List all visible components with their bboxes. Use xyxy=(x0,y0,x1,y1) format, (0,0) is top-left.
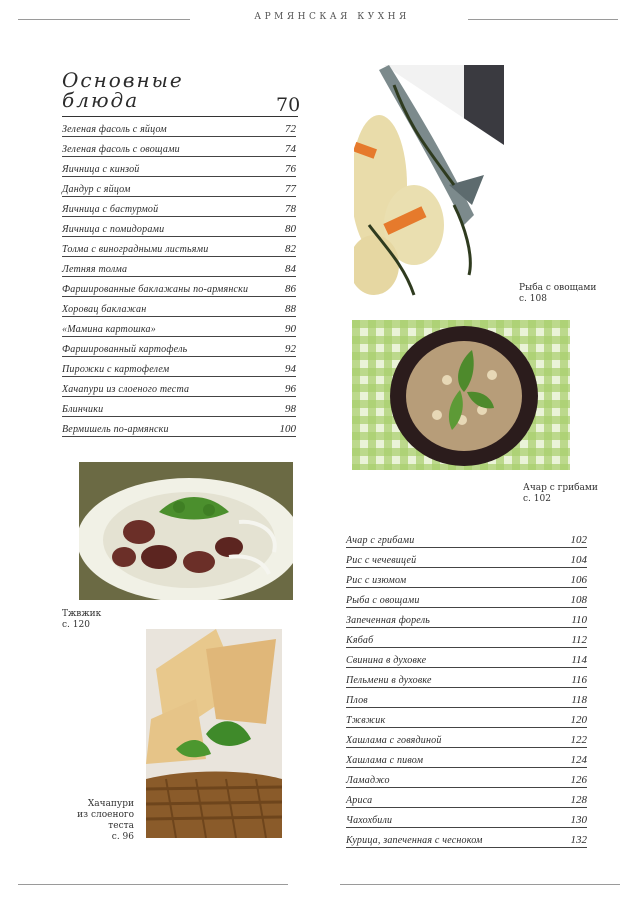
toc-entry-page: 88 xyxy=(285,303,296,315)
toc-entry-page: 98 xyxy=(285,403,296,415)
photo-achar xyxy=(352,320,570,470)
toc-entry[interactable] xyxy=(62,416,296,437)
toc-entry-page: 122 xyxy=(570,734,587,746)
fish-illustration xyxy=(354,65,504,301)
caption-achar xyxy=(523,483,598,505)
toc-entry[interactable] xyxy=(62,376,296,397)
toc-entry[interactable] xyxy=(62,196,296,217)
caption-fish-title: Рыба с овощами xyxy=(519,283,597,293)
toc-entry[interactable] xyxy=(346,527,587,548)
caption-khachapuri-page: с. 96 xyxy=(111,832,134,842)
toc-entry[interactable] xyxy=(62,336,296,357)
toc-entry-title: Запеченная форель xyxy=(346,615,431,626)
caption-khachapuri-line2: из слоеного xyxy=(77,810,134,820)
toc-entry[interactable] xyxy=(346,707,587,728)
toc-entry[interactable] xyxy=(62,396,296,417)
toc-entry-title: Хоровац баклажан xyxy=(62,304,147,315)
caption-khachapuri-line3: теста xyxy=(108,821,134,831)
toc-entry-title: «Мамина картошка» xyxy=(62,324,156,335)
toc-entry[interactable] xyxy=(62,316,296,337)
toc-entry[interactable] xyxy=(62,116,296,137)
toc-entry-title: Пирожки с картофелем xyxy=(62,364,170,375)
toc-entry[interactable] xyxy=(62,296,296,317)
toc-entry-page: 106 xyxy=(570,574,587,586)
toc-entry-title: Яичница с кинзой xyxy=(62,164,140,175)
toc-entry-page: 92 xyxy=(285,343,296,355)
toc-entry[interactable] xyxy=(346,747,587,768)
toc-entry[interactable] xyxy=(346,807,587,828)
toc-entry-title: Хашлама с говядиной xyxy=(346,735,442,746)
toc-entry-title: Дандур с яйцом xyxy=(62,184,131,195)
caption-achar-title: Ачар с грибами xyxy=(523,483,598,493)
achar-illustration xyxy=(352,320,570,470)
toc-entry-title: Хачапури из слоеного теста xyxy=(62,384,190,395)
header-rule-left xyxy=(18,19,190,20)
toc-entry-page: 114 xyxy=(571,654,587,666)
toc-entry-title: Яичница с помидорами xyxy=(62,224,165,235)
toc-entry-title: Курица, запеченная с чесноком xyxy=(346,835,483,846)
toc-entry-title: Зеленая фасоль с яйцом xyxy=(62,124,167,135)
caption-khachapuri xyxy=(70,799,134,843)
caption-tzhvzhik-page: с. 120 xyxy=(62,620,90,630)
toc-entry-page: 132 xyxy=(570,834,587,846)
section-title-line1: Основные xyxy=(62,68,184,92)
toc-entry[interactable] xyxy=(62,136,296,157)
toc-entry-page: 78 xyxy=(285,203,296,215)
caption-fish xyxy=(519,283,596,305)
toc-entry[interactable] xyxy=(346,687,587,708)
toc-entry[interactable] xyxy=(62,216,296,237)
toc-entry-page: 82 xyxy=(285,243,296,255)
khachapuri-illustration xyxy=(146,629,282,838)
toc-entry-page: 126 xyxy=(570,774,587,786)
toc-entry[interactable] xyxy=(346,827,587,848)
toc-entry[interactable] xyxy=(62,156,296,177)
toc-entry-page: 130 xyxy=(570,814,587,826)
toc-entry-title: Блинчики xyxy=(62,404,104,415)
toc-entry[interactable] xyxy=(346,607,587,628)
toc-entry-page: 108 xyxy=(570,594,587,606)
toc-entry-title: Фаршированные баклажаны по-армянски xyxy=(62,284,249,295)
caption-tzhvzhik-title: Тжвжик xyxy=(62,609,102,619)
caption-achar-page: с. 102 xyxy=(523,494,551,504)
toc-entry-title: Хашлама с пивом xyxy=(346,755,424,766)
toc-entry-page: 96 xyxy=(285,383,296,395)
toc-entry-title: Фаршированный картофель xyxy=(62,344,188,355)
toc-entry[interactable] xyxy=(62,176,296,197)
toc-entry[interactable] xyxy=(346,767,587,788)
footer-rule-left xyxy=(18,884,288,885)
caption-fish-page: с. 108 xyxy=(519,294,547,304)
toc-entry-page: 77 xyxy=(285,183,296,195)
photo-tzhvzhik xyxy=(79,462,293,600)
toc-entry-title: Яичница с бастурмой xyxy=(62,204,159,215)
toc-entry-title: Пельмени в духовке xyxy=(346,675,432,686)
running-header: АРМЯНСКАЯ КУХНЯ xyxy=(254,12,410,22)
toc-entry[interactable] xyxy=(346,727,587,748)
toc-entry-title: Ариса xyxy=(346,795,373,806)
toc-entry-title: Чахохбили xyxy=(346,815,393,826)
toc-entry-title: Плов xyxy=(346,695,368,706)
toc-entry[interactable] xyxy=(346,667,587,688)
toc-entry-title: Рыба с овощами xyxy=(346,595,420,606)
toc-entry-title: Летняя толма xyxy=(62,264,128,275)
photo-khachapuri xyxy=(146,629,282,838)
toc-entry[interactable] xyxy=(346,787,587,808)
toc-entry-page: 72 xyxy=(285,123,296,135)
header-rule-right xyxy=(468,19,618,20)
toc-entry-page: 76 xyxy=(285,163,296,175)
toc-entry[interactable] xyxy=(346,587,587,608)
section-title-line2: блюда xyxy=(62,88,140,112)
toc-entry-title: Вермишель по-армянски xyxy=(62,424,169,435)
toc-entry[interactable] xyxy=(62,356,296,377)
photo-fish xyxy=(354,65,504,301)
toc-entry-page: 124 xyxy=(570,754,587,766)
toc-entry-title: Тжвжик xyxy=(346,715,386,726)
toc-entry-page: 120 xyxy=(570,714,587,726)
caption-tzhvzhik xyxy=(62,609,101,631)
toc-entry[interactable] xyxy=(346,627,587,648)
toc-entry-page: 86 xyxy=(285,283,296,295)
toc-entry-page: 110 xyxy=(571,614,587,626)
toc-entry-title: Ачар с грибами xyxy=(346,535,415,546)
toc-entry-page: 116 xyxy=(571,674,587,686)
toc-entry-title: Рис с изюмом xyxy=(346,575,407,586)
toc-entry[interactable] xyxy=(62,236,296,257)
toc-entry-page: 94 xyxy=(285,363,296,375)
toc-entry-page: 100 xyxy=(279,423,296,435)
toc-entry-title: Зеленая фасоль с овощами xyxy=(62,144,180,155)
section-page-number: 70 xyxy=(276,94,301,116)
toc-entry[interactable] xyxy=(346,547,587,568)
toc-entry-page: 80 xyxy=(285,223,296,235)
toc-entry-title: Ламаджо xyxy=(346,775,390,786)
toc-entry-page: 84 xyxy=(285,263,296,275)
toc-entry-title: Кябаб xyxy=(346,635,374,646)
toc-entry-title: Свинина в духовке xyxy=(346,655,427,666)
section-title xyxy=(62,70,184,110)
toc-entry-title: Рис с чечевицей xyxy=(346,555,417,566)
toc-entry-title: Толма с виноградными листьями xyxy=(62,244,209,255)
caption-khachapuri-line1: Хачапури xyxy=(87,799,134,809)
toc-entry-page: 90 xyxy=(285,323,296,335)
toc-entry[interactable] xyxy=(346,647,587,668)
toc-entry-page: 74 xyxy=(285,143,296,155)
toc-entry-page: 128 xyxy=(570,794,587,806)
toc-entry-page: 102 xyxy=(570,534,587,546)
toc-entry[interactable] xyxy=(62,256,296,277)
toc-entry-page: 112 xyxy=(571,634,587,646)
tzhvzhik-illustration xyxy=(79,462,293,600)
footer-rule-right xyxy=(340,884,620,885)
toc-entry[interactable] xyxy=(346,567,587,588)
toc-entry-page: 104 xyxy=(570,554,587,566)
toc-entry-page: 118 xyxy=(571,694,587,706)
toc-entry[interactable] xyxy=(62,276,296,297)
